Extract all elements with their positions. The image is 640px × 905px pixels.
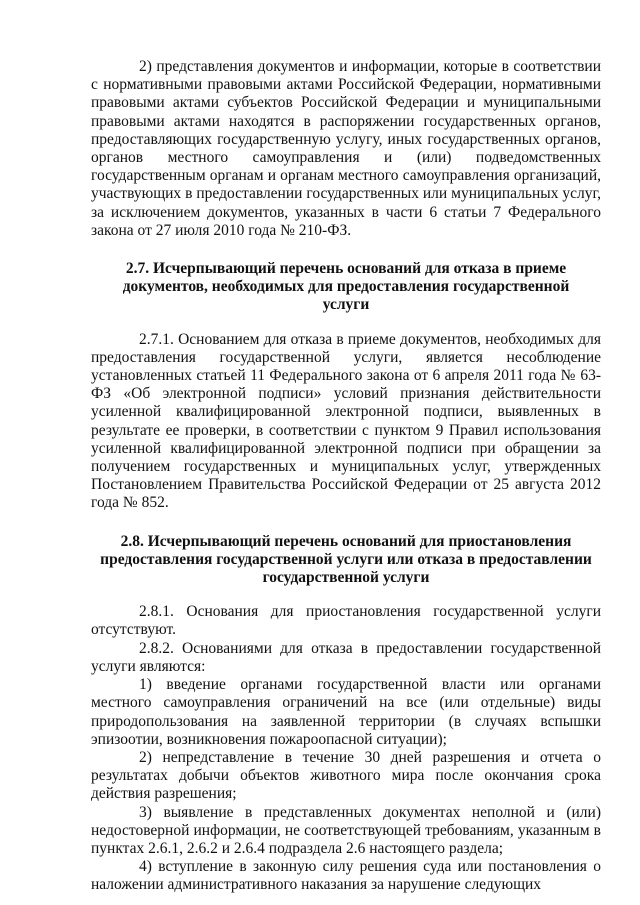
list-item-2: 2) непредставление в течение 30 дней разрешения и отчета о результатах добычи объектов животного мира после окончания срока действия разрешения; bbox=[91, 748, 601, 803]
list-item-1: 1) введение органами государственной власти или органами местного самоуправления ограничений на все (или отдельные) виды природопользования на заявленной территории (в случаях вспышки эпизоотии, возникновения пожароопасной ситуации); bbox=[91, 676, 601, 748]
section-heading-2-8: 2.8. Исчерпывающий перечень оснований для приостановления предоставления государственной услуги или отказа в предоставлении государственной услуги bbox=[100, 532, 592, 587]
list-item-3: 3) выявление в представленных документах неполной и (или) недостоверной информации, не соответствующей требованиям, указанным в пунктах 2.6.1, 2.6.2 и 2.6.4 подраздела 2.6 настоящего раздела; bbox=[91, 803, 601, 857]
paragraph-2-8-1: 2.8.1. Основания для приостановления государственной услуги отсутствуют. bbox=[91, 603, 601, 639]
section-heading-2-7: 2.7. Исчерпывающий перечень оснований для отказа в приеме документов, необходимых для предоставления государственной услуги bbox=[122, 260, 570, 314]
paragraph-2-8-2: 2.8.2. Основаниями для отказа в предоставлении государственной услуги являются: bbox=[91, 639, 601, 675]
list-item-4: 4) вступление в законную силу решения суда или постановления о наложении административного наказания за нарушение следующих bbox=[91, 858, 601, 894]
paragraph-2-6-item-2: 2) представления документов и информации, которые в соответствии с нормативными правовыми актами Российской Федерации, нормативными правовыми актами субъектов Российской Федерации и муниципальными правовыми актами находятся в распоряжении государственных органов, предоставляющих государственную услугу, иных государственных органов, органов местного самоуправления и (или) подведомственных государственным органам и органам местного самоуправления организаций, участвующих в предоставлении государственных или муниципальных услуг, за исключением документов, указанных в части 6 статьи 7 Федерального закона от 27 июля 2010 года № 210-ФЗ. bbox=[91, 58, 601, 239]
paragraph-2-7-1: 2.7.1. Основанием для отказа в приеме документов, необходимых для предоставления государственной услуги, является несоблюдение установленных статьей 11 Федерального закона от 6 апреля 2011 года № 63-ФЗ «Об электронной подписи» условий признания действительности усиленной квалифицированной электронной подписи, выявленных в результате ее проверки, в соответствии с пунктом 9 Правил использования усиленной квалифицированной электронной подписи при обращении за получением государственных и муниципальных услуг, утвержденных Постановлением Правительства Российской Федерации от 25 августа 2012 года № 852. bbox=[91, 330, 601, 512]
document-page bbox=[91, 58, 601, 895]
